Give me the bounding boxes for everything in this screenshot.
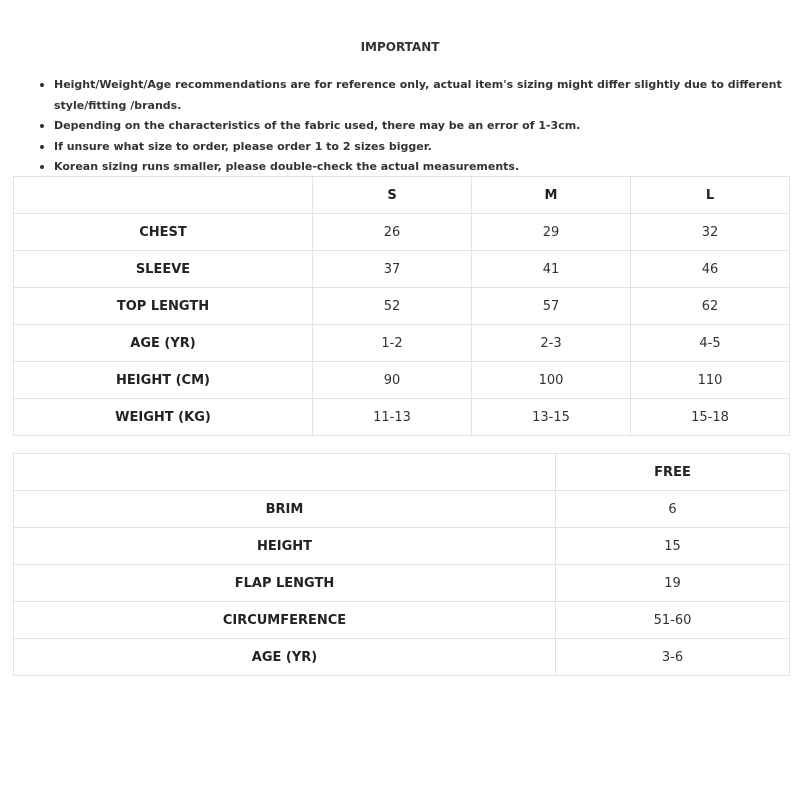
table-row xyxy=(14,288,790,325)
table-cell: 46 xyxy=(631,251,790,288)
table-cell: 41 xyxy=(472,251,631,288)
table-row xyxy=(14,362,790,399)
table-row xyxy=(14,214,790,251)
table-header-row xyxy=(14,177,790,214)
table-cell: 110 xyxy=(631,362,790,399)
table-cell: 90 xyxy=(313,362,472,399)
table-cell: 6 xyxy=(556,491,790,528)
table-header-row xyxy=(14,454,790,491)
header-cell-size: M xyxy=(472,177,631,214)
table-cell: 57 xyxy=(472,288,631,325)
row-label: AGE (YR) xyxy=(14,325,313,362)
table-row xyxy=(14,325,790,362)
row-label: TOP LENGTH xyxy=(14,288,313,325)
table-cell: 51-60 xyxy=(556,602,790,639)
table-row xyxy=(14,399,790,436)
table-cell: 19 xyxy=(556,565,790,602)
table-row xyxy=(14,528,790,565)
table-cell: 3-6 xyxy=(556,639,790,676)
important-heading: IMPORTANT xyxy=(360,40,440,54)
table-cell: 13-15 xyxy=(472,399,631,436)
table-row xyxy=(14,251,790,288)
header-cell-empty xyxy=(14,454,556,491)
table-cell: 15-18 xyxy=(631,399,790,436)
header-cell-size: FREE xyxy=(556,454,790,491)
table-cell: 2-3 xyxy=(472,325,631,362)
header-cell-size: S xyxy=(313,177,472,214)
table-row xyxy=(14,602,790,639)
table-cell: 32 xyxy=(631,214,790,251)
row-label: SLEEVE xyxy=(14,251,313,288)
row-label: AGE (YR) xyxy=(14,639,556,676)
top-size-table xyxy=(13,176,790,436)
notes-list xyxy=(38,75,788,178)
table-row xyxy=(14,639,790,676)
table-cell: 11-13 xyxy=(313,399,472,436)
table-cell: 26 xyxy=(313,214,472,251)
table-cell: 62 xyxy=(631,288,790,325)
table-cell: 1-2 xyxy=(313,325,472,362)
table-cell: 4-5 xyxy=(631,325,790,362)
row-label: HEIGHT (CM) xyxy=(14,362,313,399)
note-item: Height/Weight/Age recommendations are for reference only, actual item's sizing might differ slightly due to different style/fitting /brands. xyxy=(38,75,788,116)
header-cell-empty xyxy=(14,177,313,214)
row-label: BRIM xyxy=(14,491,556,528)
row-label: HEIGHT xyxy=(14,528,556,565)
table-cell: 15 xyxy=(556,528,790,565)
row-label: CIRCUMFERENCE xyxy=(14,602,556,639)
row-label: FLAP LENGTH xyxy=(14,565,556,602)
table-cell: 29 xyxy=(472,214,631,251)
row-label: CHEST xyxy=(14,214,313,251)
table-cell: 100 xyxy=(472,362,631,399)
header-cell-size: L xyxy=(631,177,790,214)
note-item: If unsure what size to order, please order 1 to 2 sizes bigger. xyxy=(38,137,788,158)
note-item: Korean sizing runs smaller, please double-check the actual measurements. xyxy=(38,157,788,178)
table-cell: 37 xyxy=(313,251,472,288)
hat-size-table xyxy=(13,453,790,676)
table-row xyxy=(14,565,790,602)
note-item: Depending on the characteristics of the fabric used, there may be an error of 1-3cm. xyxy=(38,116,788,137)
table-row xyxy=(14,491,790,528)
row-label: WEIGHT (KG) xyxy=(14,399,313,436)
table-cell: 52 xyxy=(313,288,472,325)
